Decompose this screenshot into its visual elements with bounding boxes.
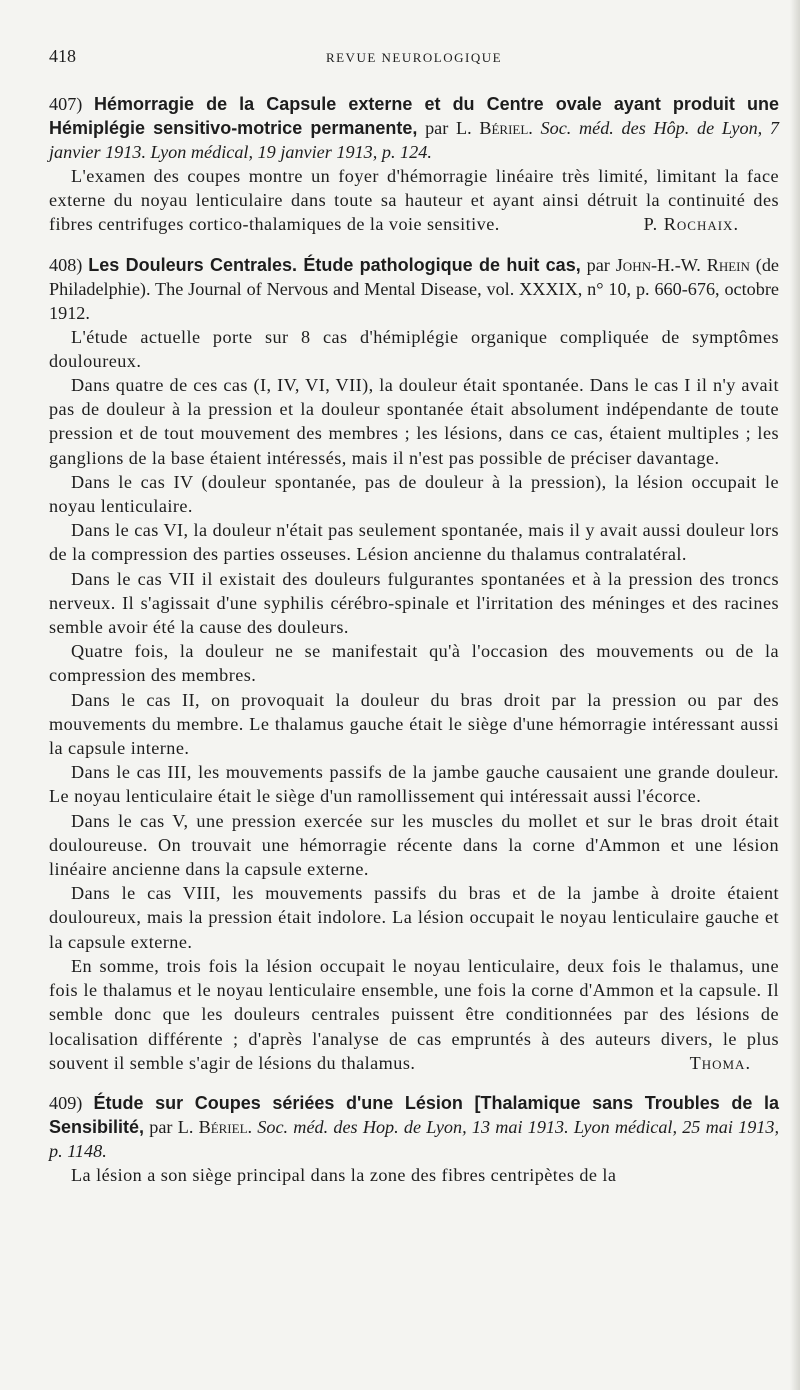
abstract-paragraph: Quatre fois, la douleur ne se manifestait qu'à l'occasion des mouvements ou de la compression des membres. [49,641,779,686]
abstract-paragraph: L'examen des coupes montre un foyer d'hémorragie linéaire très limité, limitant la face externe du noyau lenticulaire dans toute sa hauteur et ayant ainsi détruit la continuité des fibres centrifuges cortico-thalamiques de la voie sensitive. P. Rochaix. [49,164,779,237]
abstract-author: L. Bériel. [177,1116,253,1137]
abstract-citation: Soc. méd. des Hôp. de Lyon, 7 janvier 1913. Lyon médical, 19 janvier 1913, p. 124. [49,118,780,162]
journal-page [49,46,779,1187]
by-word: par [425,118,449,138]
by-word: par [586,254,610,275]
abstract-heading [49,253,779,325]
abstract-title: Les Douleurs Centrales. Étude pathologique de huit cas, [88,254,581,275]
abstract-paragraph: La lésion a son siège principal dans la zone des fibres centripètes de la [71,1164,617,1185]
abstract-paragraph: Dans le cas VI, la douleur n'était pas seulement spontanée, mais il y avait aussi douleur lors de la compression des parties osseuses. Lésion ancienne du thalamus contralatéral. [49,520,779,565]
abstract-heading [49,1091,779,1163]
abstract-paragraph: Dans quatre de ces cas (I, IV, VI, VII), la douleur était spontanée. Dans le cas I il n'y avait pas de douleur à la pression et la douleur spontanée était absolument indépendante de toute pression et de tout mouvement des membres ; les lésions, dans ce cas, étaient multiples ; les ganglions de la base étaient intéressés, mais il n'est pas possible de préciser davantage. [49,375,779,468]
abstract-title: Étude sur Coupes sériées d'une Lésion [Thalamique sans Troubles de la Sensibilité, [49,1092,779,1137]
abstract-citation: Soc. méd. des Hop. de Lyon, 13 mai 1913. Lyon médical, 25 mai 1913, p. 1148. [49,1116,780,1161]
abstract-paragraph: L'étude actuelle porte sur 8 cas d'hémiplégie organique compliquée de symptômes douloureux. [49,326,779,371]
abstract-signature: Thoma. [689,1052,751,1073]
abstract-paragraph: En somme, trois fois la lésion occupait le noyau lenticulaire, deux fois le thalamus, une fois le thalamus et le noyau lenticulaire ensemble, une fois la corne d'Ammon et la capsule. Il semble donc que les douleurs centrales puissent être conditionnées par des lésions de localisation différente ; d'après l'analyse de cas empruntés à des auteurs divers, le plus souvent il semble s'agir de lésions du thalamus. Thoma. [49,954,779,1075]
abstract-author: John-H.-W. Rhein [615,254,750,275]
abstract-heading [49,92,779,164]
abstract-paragraph: Dans le cas VII il existait des douleurs fulgurantes spontanées et à la pression des troncs nerveux. Il s'agissait d'une syphilis cérébro-spinale et l'irritation des méninges et des racines semble avoir été la cause des douleurs. [49,568,779,638]
abstract-citation: (de Philadelphie). The Journal of Nervous and Mental Disease, vol. XXXIX, n° 10, p. 660-676, octobre 1912. [49,254,780,323]
abstract-number: 409) [49,1092,83,1113]
abstract-paragraph: Dans le cas III, les mouvements passifs de la jambe gauche causaient une grande douleur. Le noyau lenticulaire était le siège d'un ramollissement qui intéressait aussi l'écorce. [49,762,779,807]
abstract-paragraph: Dans le cas V, une pression exercée sur les muscles du mollet et sur le bras droit était douloureuse. On trouvait une hémorragie récente dans la corne d'Ammon et une lésion linéaire ancienne dans la capsule externe. [49,810,779,880]
running-header [49,46,779,76]
abstract-signature: P. Rochaix. [643,214,739,235]
page-number: 418 [49,46,76,66]
abstract-number: 407) [49,94,83,114]
abstract-paragraph: Dans le cas VIII, les mouvements passifs du bras et de la jambe à droite étaient douloureux, mais la pression était indolore. La lésion occupait le noyau lenticulaire gauche et la capsule externe. [49,883,779,952]
abstract-number: 408) [49,254,83,275]
abstract-author: L. Bériel. [455,118,533,138]
abstract-paragraph: Dans le cas II, on provoquait la douleur du bras droit par la pression ou par des mouvements du membre. Le thalamus gauche était le siège d'une hémorragie intéressant aussi la capsule interne. [49,689,779,759]
abstract-409 [49,1091,779,1187]
abstract-408 [49,253,779,1075]
abstract-407 [49,92,779,237]
by-word: par [149,1116,173,1137]
abstract-paragraph: Dans le cas IV (douleur spontanée, pas de douleur à la pression), la lésion occupait le noyau lenticulaire. [49,471,779,517]
abstract-title: Hémorragie de la Capsule externe et du Centre ovale ayant produit une Hémiplégie sensitivo-motrice permanente, [49,94,779,138]
running-title: REVUE NEUROLOGIQUE [325,50,503,65]
page-edge-shadow [790,0,800,1390]
